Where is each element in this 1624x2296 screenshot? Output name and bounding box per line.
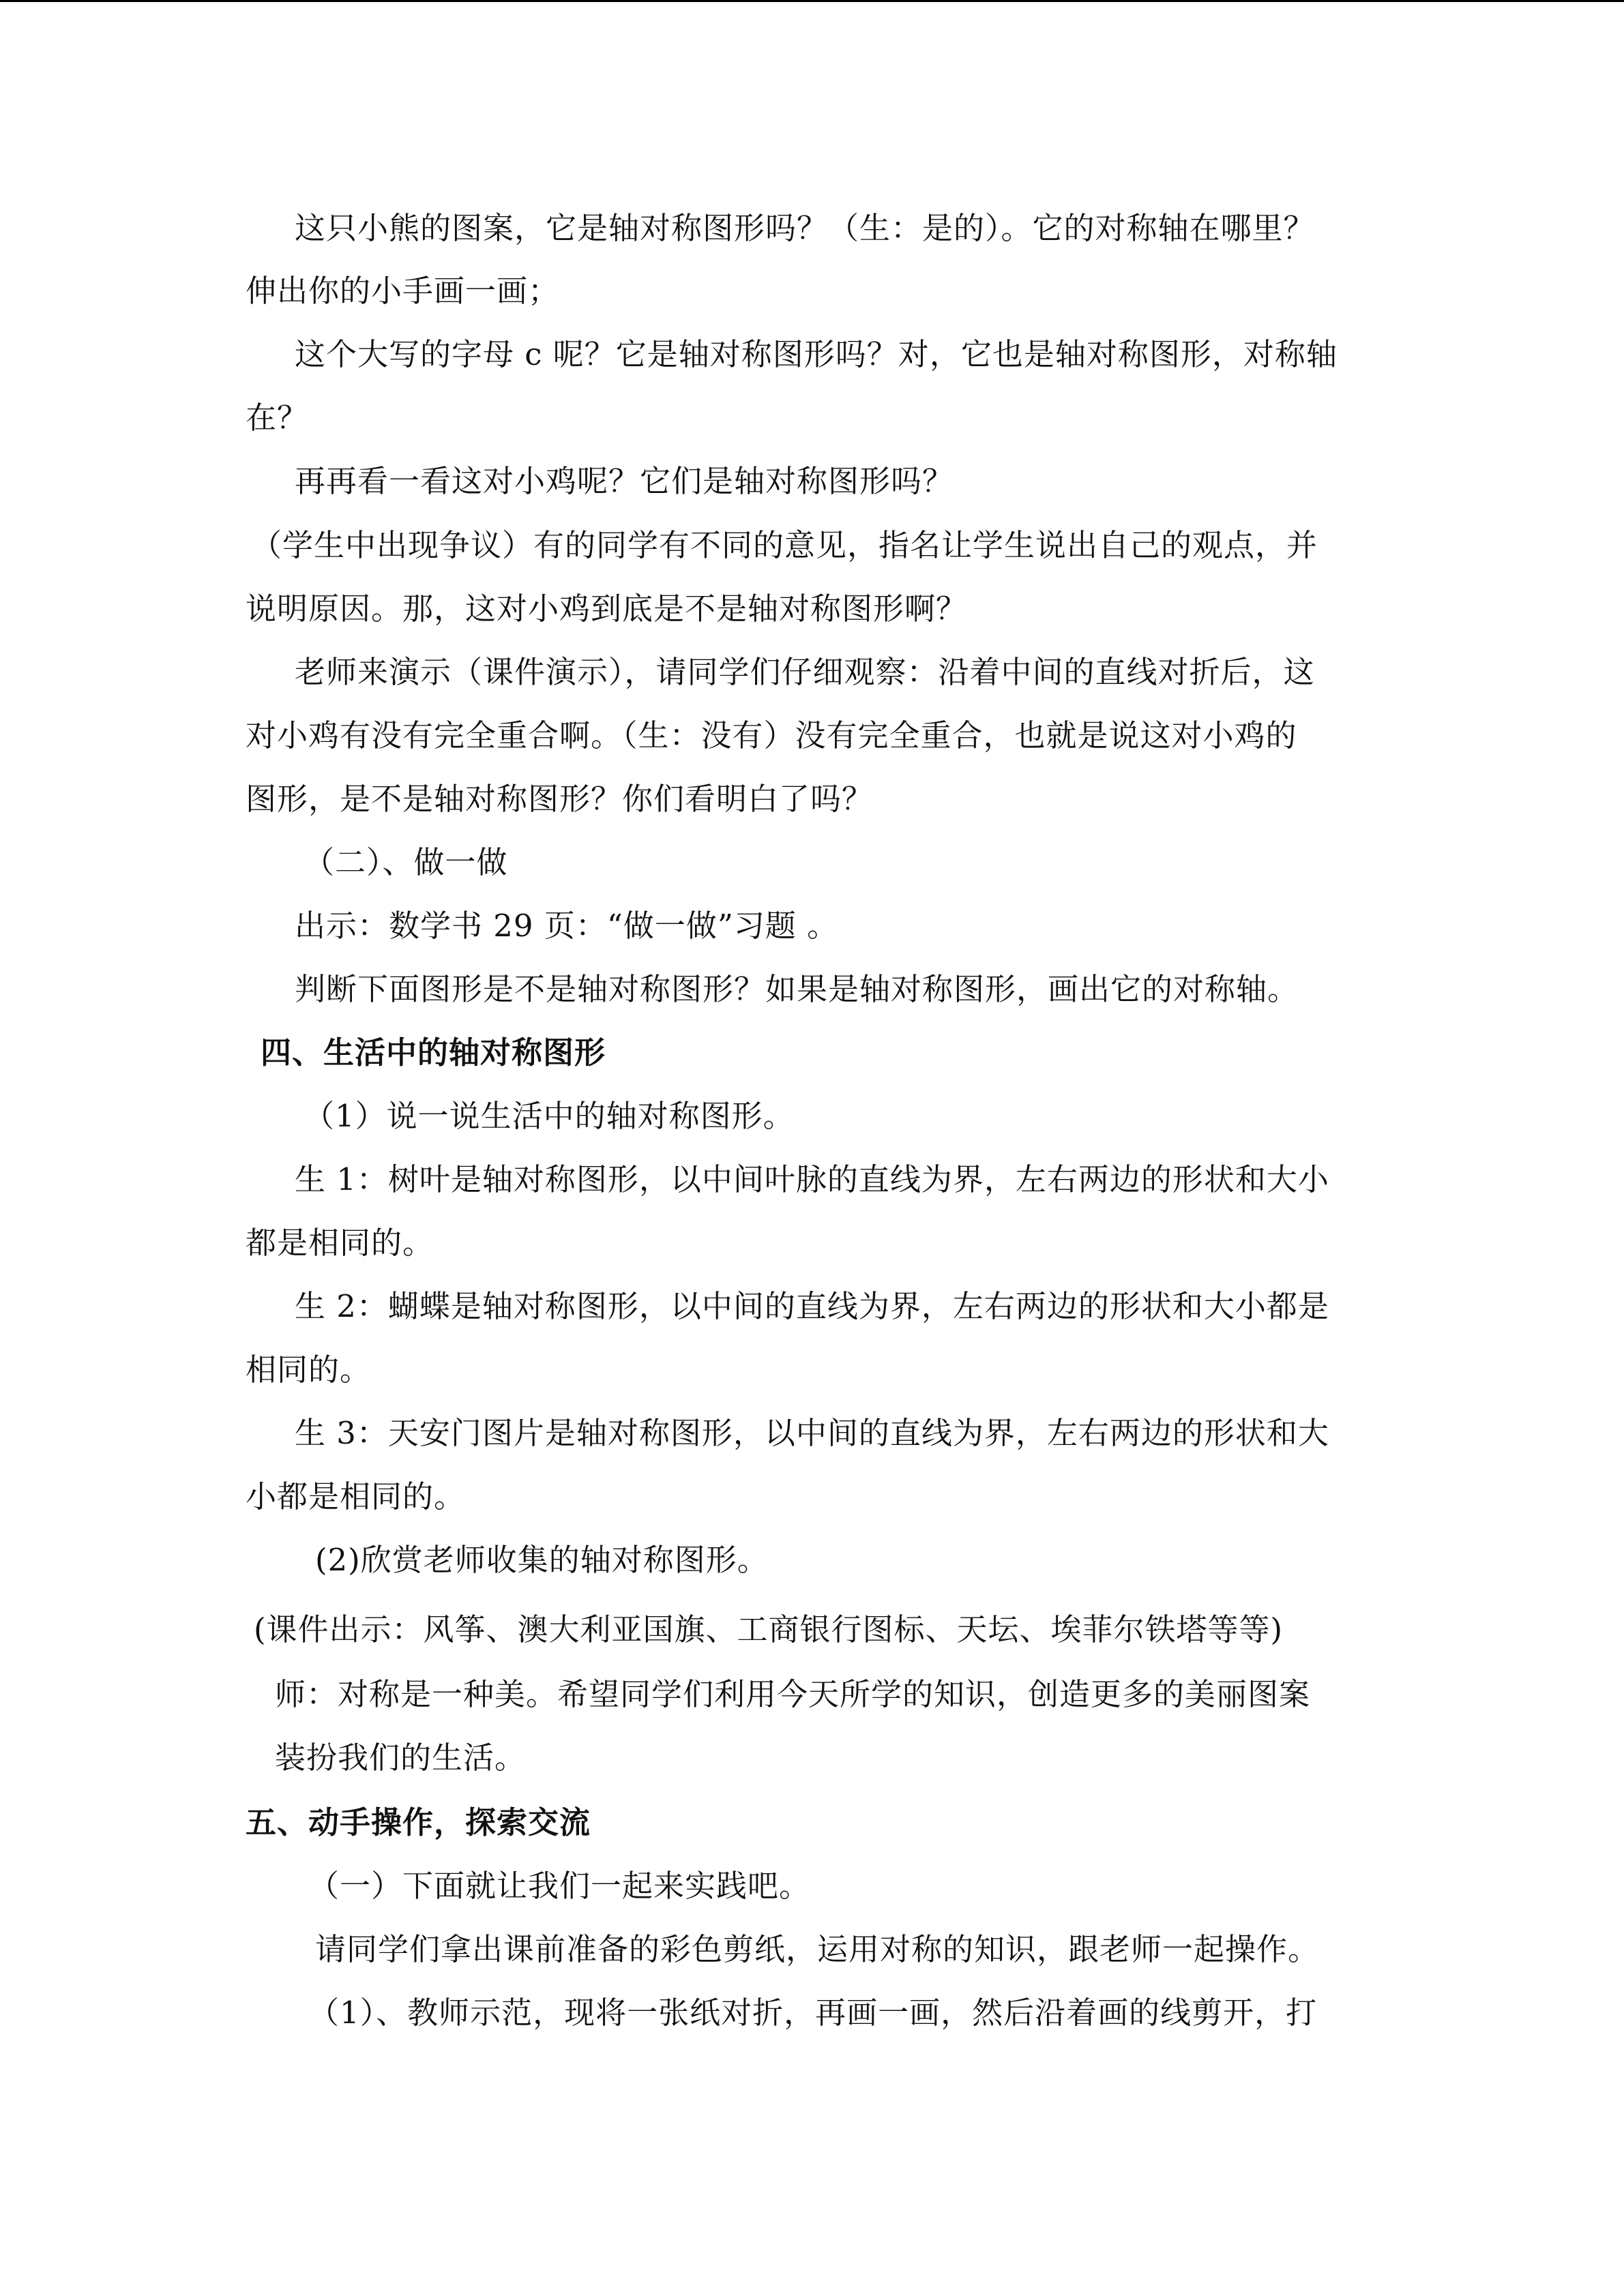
paragraph-line: 老师来演示（课件演示），请同学们仔细观察：沿着中间的直线对折后，这: [295, 654, 1315, 690]
section-heading: 五、动手操作，探索交流: [246, 1804, 591, 1840]
paragraph-line: 生 3：天安门图片是轴对称图形，以中间的直线为界，左右两边的形状和大: [295, 1415, 1329, 1451]
paragraph-line: 图形，是不是轴对称图形？你们看明白了吗？: [246, 781, 874, 817]
paragraph-line: 再再看一看这对小鸡呢？它们是轴对称图形吗？: [295, 463, 954, 499]
paragraph-line: (2)欣赏老师收集的轴对称图形。: [315, 1542, 769, 1578]
paragraph-line: 小都是相同的。: [246, 1478, 466, 1515]
paragraph-line: 说明原因。那，这对小鸡到底是不是轴对称图形啊？: [246, 591, 968, 627]
paragraph-line: （1）、教师示范，现将一张纸对折，再画一画，然后沿着画的线剪开，打: [308, 1995, 1318, 2031]
paragraph-line: 生 2：蝴蝶是轴对称图形，以中间的直线为界，左右两边的形状和大小都是: [295, 1288, 1329, 1324]
paragraph-line: 出示：数学书 29 页：“做一做”习题 。: [295, 908, 839, 944]
paragraph-line: 在？: [246, 400, 309, 436]
paragraph-line: 生 1：树叶是轴对称图形，以中间叶脉的直线为界，左右两边的形状和大小: [295, 1161, 1329, 1197]
paragraph-line: 装扮我们的生活。: [275, 1740, 527, 1776]
section-heading: 四、生活中的轴对称图形: [261, 1034, 606, 1071]
paragraph-line: 判断下面图形是不是轴对称图形？如果是轴对称图形，画出它的对称轴。: [295, 971, 1299, 1007]
paragraph-line: （学生中出现争议）有的同学有不同的意见，指名让学生说出自己的观点，并: [251, 527, 1318, 563]
paragraph-line: 这只小熊的图案，它是轴对称图形吗？（生：是的）。它的对称轴在哪里？: [295, 210, 1315, 246]
paragraph-line: （1）说一说生活中的轴对称图形。: [304, 1098, 795, 1134]
paragraph-line: 这个大写的字母 c 呢？它是轴对称图形吗？对，它也是轴对称图形，对称轴: [295, 336, 1338, 372]
paragraph-line: 相同的。: [246, 1352, 372, 1388]
paragraph-line: 师：对称是一种美。希望同学们利用今天所学的知识，创造更多的美丽图案: [275, 1676, 1311, 1712]
paragraph-line: 请同学们拿出课前准备的彩色剪纸，运用对称的知识，跟老师一起操作。: [315, 1931, 1320, 1967]
subheading-line: （二）、做一做: [304, 844, 508, 880]
paragraph-line: 伸出你的小手画一画；: [246, 273, 560, 309]
paragraph-line: 都是相同的。: [246, 1225, 434, 1261]
paragraph-line: (课件出示：风筝、澳大利亚国旗、工商银行图标、天坛、埃菲尔铁塔等等): [254, 1611, 1284, 1648]
paragraph-line: （一）下面就让我们一起来实践吧。: [308, 1868, 811, 1904]
paragraph-line: 对小鸡有没有完全重合啊。（生：没有）没有完全重合，也就是说这对小鸡的: [246, 717, 1297, 754]
